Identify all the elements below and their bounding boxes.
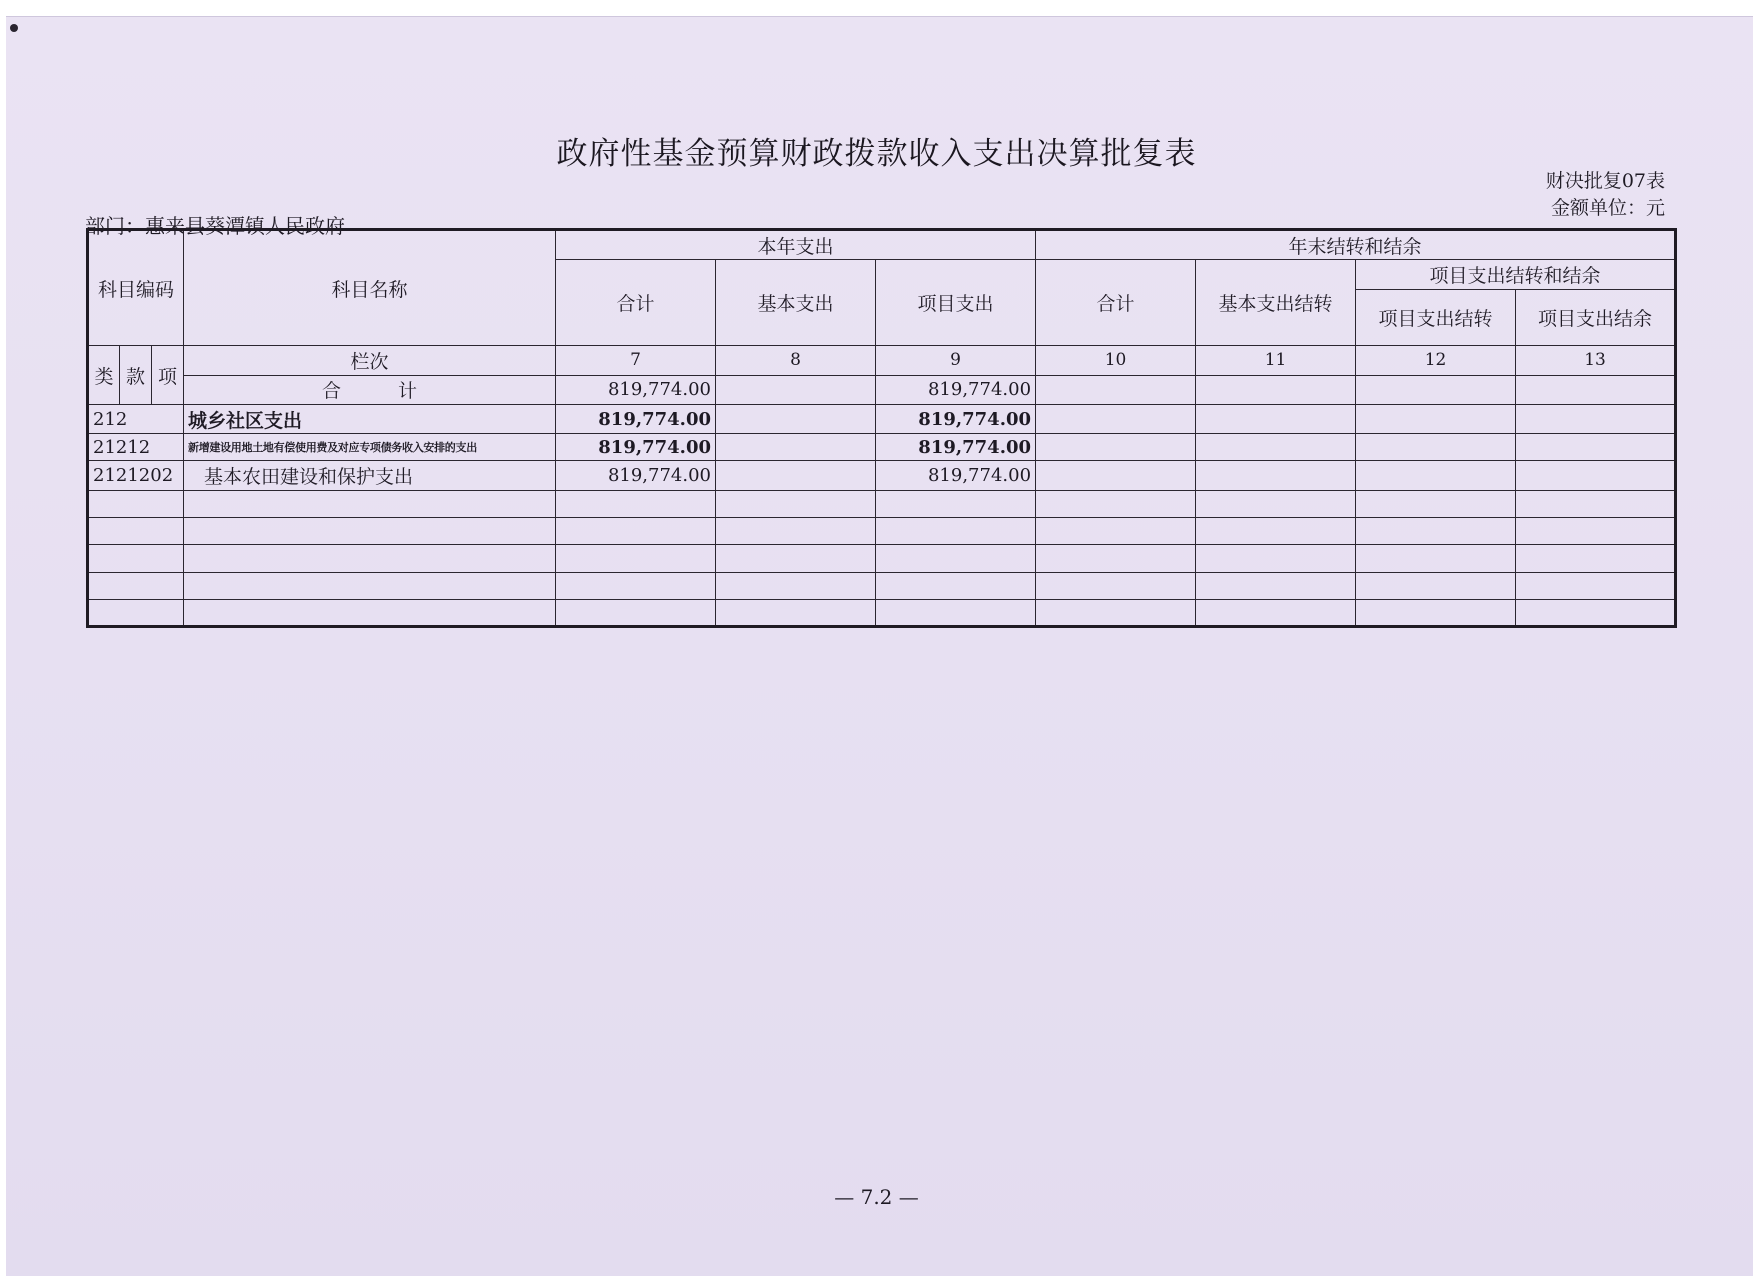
row-basic [716,461,876,490]
document-sheet [6,16,1753,1276]
row-total: 819,774.00 [556,434,716,461]
punch-hole-mark [10,24,18,32]
header-project-balance-group: 项目支出结转和结余 [1356,260,1676,289]
empty-cell [1516,375,1676,404]
empty-cell [1356,572,1516,599]
row-total: 819,774.00 [556,461,716,490]
empty-cell [716,545,876,572]
empty-cell [876,599,1036,626]
empty-cell [184,490,556,517]
empty-cell [1196,572,1356,599]
empty-cell [1036,599,1196,626]
empty-cell [556,599,716,626]
total-row-total: 819,774.00 [556,375,716,404]
empty-cell [1356,490,1516,517]
empty-cell [1516,518,1676,545]
empty-cell [1356,461,1516,490]
table-row [88,518,1676,545]
row-name: 基本农田建设和保护支出 [184,461,556,490]
header-xiang: 项 [152,346,184,405]
header-project-spending: 项目支出 [876,260,1036,346]
column-number: 9 [876,346,1036,375]
empty-cell [88,545,184,572]
empty-cell [876,545,1036,572]
empty-cell [716,599,876,626]
table-row [88,490,1676,517]
table-row [88,404,1676,433]
table-code: 财决批复07表 [1545,170,1665,192]
empty-cell [88,599,184,626]
header-total-2: 合计 [1036,260,1196,346]
empty-cell [1516,545,1676,572]
row-code: 21212 [88,434,184,461]
empty-cell [1196,490,1356,517]
approval-table [86,228,1677,628]
header-current-year-spending: 本年支出 [556,230,1036,260]
empty-cell [1196,518,1356,545]
empty-cell [1516,461,1676,490]
empty-cell [1196,545,1356,572]
header-subject-name: 科目名称 [184,230,556,346]
header-project-surplus: 项目支出结余 [1516,289,1676,346]
empty-cell [184,545,556,572]
empty-cell [1036,518,1196,545]
table-row [88,599,1676,626]
document-title: 政府性基金预算财政拨款收入支出决算批复表 [556,136,1197,172]
empty-cell [556,518,716,545]
header-lei: 类 [88,346,120,405]
row-project: 819,774.00 [876,434,1036,461]
empty-cell [716,490,876,517]
empty-cell [1036,572,1196,599]
total-row-basic [716,375,876,404]
empty-cell [88,518,184,545]
header-basic-carryover: 基本支出结转 [1196,260,1356,346]
empty-cell [876,572,1036,599]
empty-cell [556,490,716,517]
row-total: 819,774.00 [556,404,716,433]
empty-cell [1356,545,1516,572]
empty-cell [1516,434,1676,461]
empty-cell [1036,490,1196,517]
row-code: 2121202 [88,461,184,490]
row-name: 城乡社区支出 [184,404,556,433]
header-project-carryover: 项目支出结转 [1356,289,1516,346]
empty-cell [1516,404,1676,433]
empty-cell [1356,404,1516,433]
header-total-1: 合计 [556,260,716,346]
header-basic-spending: 基本支出 [716,260,876,346]
table-row [88,434,1676,461]
empty-cell [1516,572,1676,599]
column-number: 10 [1036,346,1196,375]
grand-total-label: 合 计 [184,375,556,404]
empty-cell [1196,404,1356,433]
empty-cell [1356,599,1516,626]
table-row [88,572,1676,599]
empty-cell [184,518,556,545]
empty-cell [556,572,716,599]
empty-cell [1516,490,1676,517]
row-basic [716,434,876,461]
empty-cell [876,518,1036,545]
empty-cell [1036,461,1196,490]
empty-cell [88,490,184,517]
empty-cell [88,572,184,599]
empty-cell [184,599,556,626]
column-number: 7 [556,346,716,375]
row-basic [716,404,876,433]
empty-cell [1196,434,1356,461]
header-kuan: 款 [120,346,152,405]
empty-cell [716,572,876,599]
empty-cell [1196,461,1356,490]
column-order-label: 栏次 [184,346,556,375]
empty-cell [1356,518,1516,545]
empty-cell [716,518,876,545]
column-number: 12 [1356,346,1516,375]
empty-cell [184,572,556,599]
table-row [88,545,1676,572]
amount-unit: 金额单位：元 [1550,197,1665,219]
empty-cell [876,490,1036,517]
total-row-project: 819,774.00 [876,375,1036,404]
empty-cell [1356,375,1516,404]
table-row [88,461,1676,490]
empty-cell [556,545,716,572]
row-name: 新增建设用地土地有偿使用费及对应专项债务收入安排的支出 [184,434,556,461]
department-label: 部门：惠来县葵潭镇人民政府 [85,214,345,238]
row-code: 212 [88,404,184,433]
row-project: 819,774.00 [876,404,1036,433]
empty-cell [1036,434,1196,461]
empty-cell [1196,375,1356,404]
column-number: 13 [1516,346,1676,375]
empty-cell [1196,599,1356,626]
header-year-end-balance: 年末结转和结余 [1036,230,1676,260]
row-project: 819,774.00 [876,461,1036,490]
empty-cell [1036,404,1196,433]
empty-cell [1036,545,1196,572]
empty-cell [1516,599,1676,626]
header-subject-code: 科目编码 [88,230,184,346]
empty-cell [1036,375,1196,404]
column-number: 8 [716,346,876,375]
page-number: — 7.2 — [834,1185,919,1209]
empty-cell [1356,434,1516,461]
column-number: 11 [1196,346,1356,375]
